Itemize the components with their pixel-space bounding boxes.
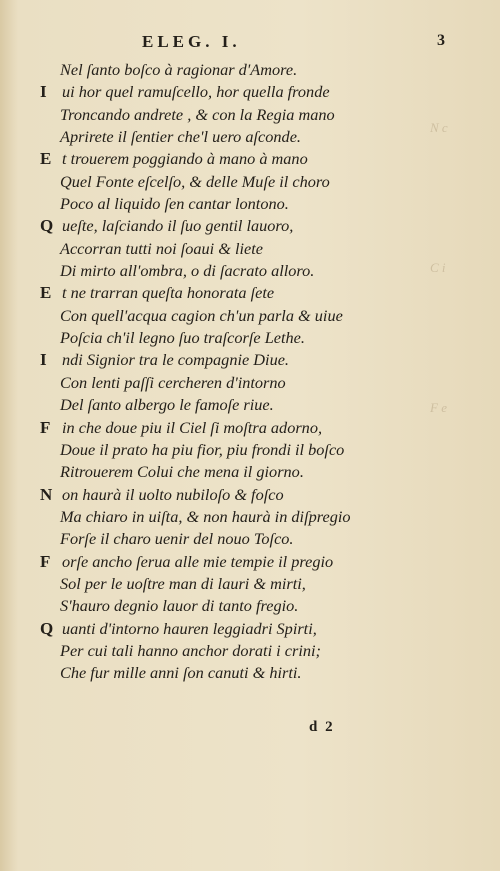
page-number: 3 <box>437 32 445 49</box>
verse-line <box>0 641 500 663</box>
verse-text: S'hauro degnio lauor di tanto fregio. <box>60 596 299 616</box>
bleed-through-text: N c <box>430 120 448 135</box>
verse-text: Di mirto all'ombra, o di ſacrato alloro. <box>60 261 315 281</box>
verse-line <box>0 507 500 529</box>
verse-text: Sol per le uoſtre man di lauri & mirti, <box>60 573 306 593</box>
verse-line <box>0 440 500 462</box>
verse-text: Ritrouerem Colui che mena il giorno. <box>60 462 304 482</box>
verse-text: t trouerem poggiando à mano à mano <box>62 149 308 169</box>
verse-text: Troncando andrete , & con la Regia mano <box>60 104 335 124</box>
verse-line <box>0 350 500 372</box>
verse-text: Poco al liquido ſen cantar lontono. <box>60 194 289 214</box>
verse-text: t ne trarran queſta honorata ſete <box>62 283 275 303</box>
verse-line <box>0 172 500 194</box>
verse-initial: I <box>40 82 47 102</box>
verse-line <box>0 574 500 596</box>
verse-line <box>0 395 500 417</box>
verse-line <box>0 239 500 261</box>
verse-text: Con quell'acqua cagion ch'un parla & uiue <box>60 305 343 325</box>
verse-line <box>0 149 500 171</box>
verse-line <box>0 216 500 238</box>
verse-line <box>0 462 500 484</box>
verse-text: Doue il prato ha piu fior, piu frondi il boſco <box>60 439 345 459</box>
poem-body <box>0 60 500 686</box>
verse-text: Nel ſanto boſco à ragionar d'Amore. <box>60 60 298 79</box>
verse-text: Quel Fonte eſcelſo, & delle Muſe il choro <box>60 171 330 191</box>
page-header <box>0 32 500 52</box>
verse-text: orſe ancho ſerua alle mie tempie il pregio <box>62 551 334 571</box>
verse-line <box>0 529 500 551</box>
verse-text: Con lenti paſſi cercheren d'intorno <box>60 372 286 392</box>
verse-line <box>0 485 500 507</box>
verse-initial: I <box>40 350 47 370</box>
verse-text: ui hor quel ramuſcello, hor quella fronde <box>62 82 330 102</box>
bleed-through-text: C i <box>430 260 446 275</box>
verse-line <box>0 261 500 283</box>
bleed-through-text: F e <box>430 400 447 415</box>
verse-initial: E <box>40 283 52 303</box>
verse-line <box>0 194 500 216</box>
verse-text: ndi Signior tra le compagnie Diue. <box>62 350 290 370</box>
verse-line <box>0 596 500 618</box>
verse-text: Accorran tutti noi ſoaui & liete <box>60 238 264 258</box>
verse-initial: Q <box>40 618 54 638</box>
verse-initial: F <box>40 551 51 571</box>
verse-line <box>0 418 500 440</box>
verse-text: in che doue piu il Ciel ſi moſtra adorno, <box>62 417 323 437</box>
verse-text: Forſe il charo uenir del nouo Toſco. <box>60 529 294 549</box>
verse-initial: N <box>40 484 53 504</box>
verse-line <box>0 663 500 685</box>
signature-mark: d 2 <box>309 719 335 735</box>
verse-initial: Q <box>40 216 54 236</box>
verse-line <box>0 127 500 149</box>
verse-text: Che fur mille anni ſon canuti & hirti. <box>60 663 302 683</box>
verse-line <box>0 552 500 574</box>
verse-text: ueſte, laſciando il ſuo gentil lauoro, <box>62 216 294 236</box>
verse-line <box>0 306 500 328</box>
verse-text: Del ſanto albergo le famoſe riue. <box>60 395 274 415</box>
verse-initial: E <box>40 149 52 169</box>
verse-line <box>0 619 500 641</box>
verse-line <box>0 373 500 395</box>
verse-line <box>0 105 500 127</box>
verse-text: Poſcia ch'il legno ſuo traſcorſe Lethe. <box>60 328 305 348</box>
verse-text: uanti d'intorno hauren leggiadri Spirti, <box>62 618 317 638</box>
verse-line <box>0 60 500 82</box>
verse-line <box>0 82 500 104</box>
verse-text: Aprirete il ſentier che'l uero aſconde. <box>60 127 301 147</box>
verse-text: Ma chiaro in uiſta, & non haurà in diſpregio <box>60 506 351 526</box>
running-title: ELEG. I. <box>142 32 241 51</box>
verse-line <box>0 283 500 305</box>
verse-text: Per cui tali hanno anchor dorati i crini; <box>60 640 321 660</box>
verse-line <box>0 328 500 350</box>
verse-text: on haurà il uolto nubiloſo & foſco <box>62 484 284 504</box>
verse-initial: F <box>40 417 51 437</box>
